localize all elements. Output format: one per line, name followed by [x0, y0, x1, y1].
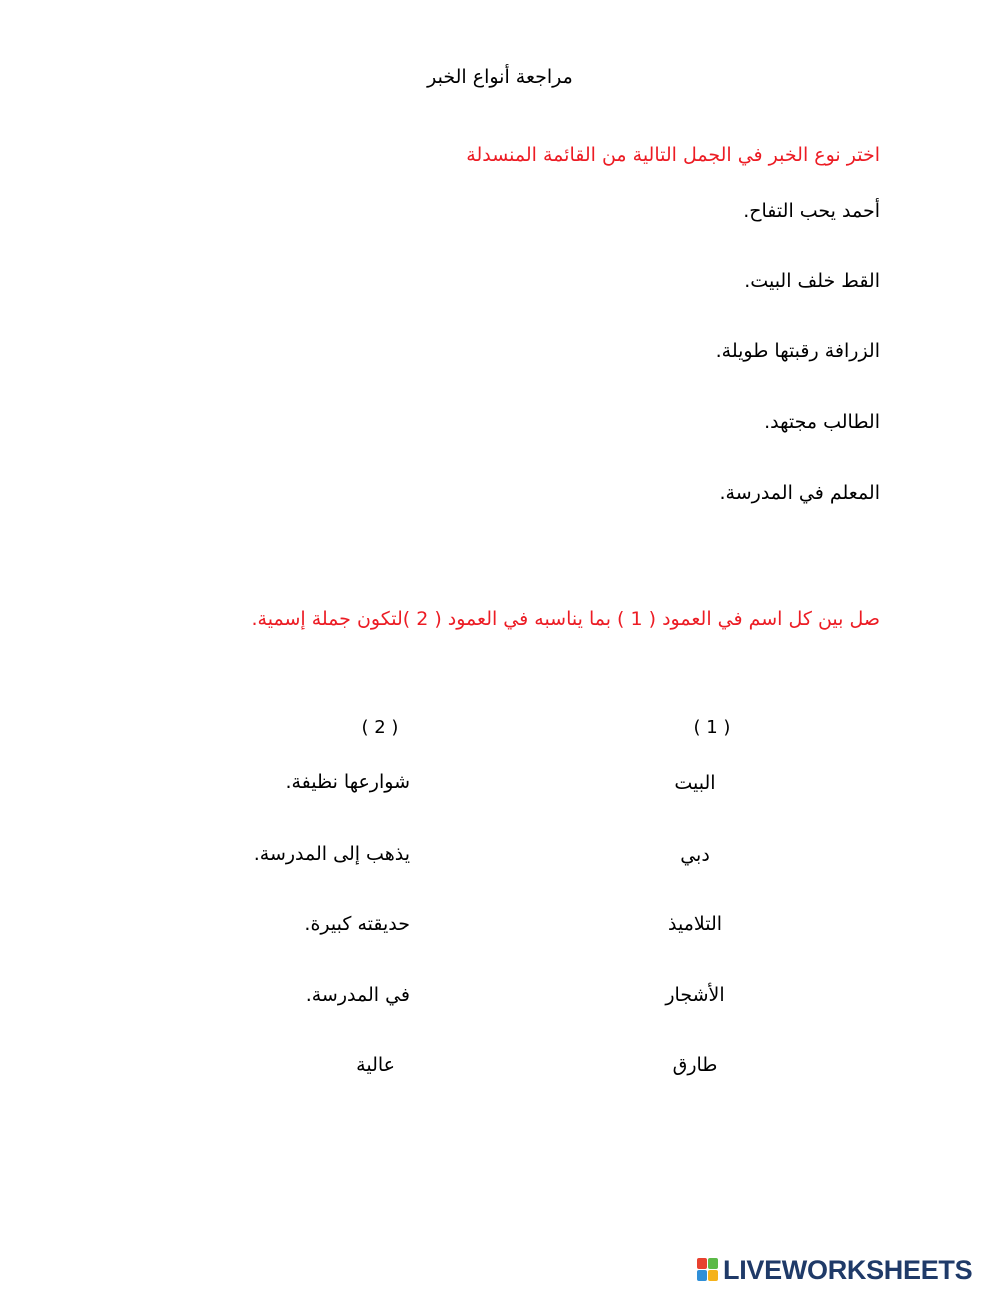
column-1-item-4: الأشجار	[665, 984, 725, 1006]
column-2-item-3: حديقته كبيرة.	[304, 913, 410, 935]
column-1-item-1: البيت	[674, 772, 716, 794]
page-title: مراجعة أنواع الخبر	[427, 66, 573, 88]
column-2-item-2: يذهب إلى المدرسة.	[253, 843, 410, 865]
instruction-match-columns: صل بين كل اسم في العمود ( 1 ) بما يناسبه في العمود ( 2 )لتكون جملة إسمية.	[251, 608, 880, 630]
sentence-3: الزرافة رقبتها طويلة.	[715, 340, 880, 362]
column-2-item-1: شوارعها نظيفة.	[285, 771, 410, 793]
instruction-choose-type: اختر نوع الخبر في الجمل التالية من القائمة المنسدلة	[466, 144, 880, 166]
column-1-header: ( 1 )	[693, 717, 731, 738]
column-1-item-3: التلاميذ	[667, 913, 723, 935]
sentence-1: أحمد يحب التفاح.	[743, 200, 880, 222]
sentence-4: الطالب مجتهد.	[764, 411, 880, 433]
column-1-item-5: طارق	[672, 1054, 718, 1076]
column-2-item-4: في المدرسة.	[305, 984, 410, 1006]
column-2-header: ( 2 )	[361, 717, 399, 738]
sentence-5: المعلم في المدرسة.	[719, 482, 880, 504]
liveworksheets-logo	[697, 1255, 972, 1285]
column-2-item-5: عالية	[356, 1054, 395, 1076]
logo-text: LIVEWORKSHEETS	[723, 1254, 973, 1285]
sentence-2: القط خلف البيت.	[744, 270, 880, 292]
column-1-item-2: دبي	[680, 844, 710, 866]
logo-mark-icon	[697, 1258, 719, 1282]
